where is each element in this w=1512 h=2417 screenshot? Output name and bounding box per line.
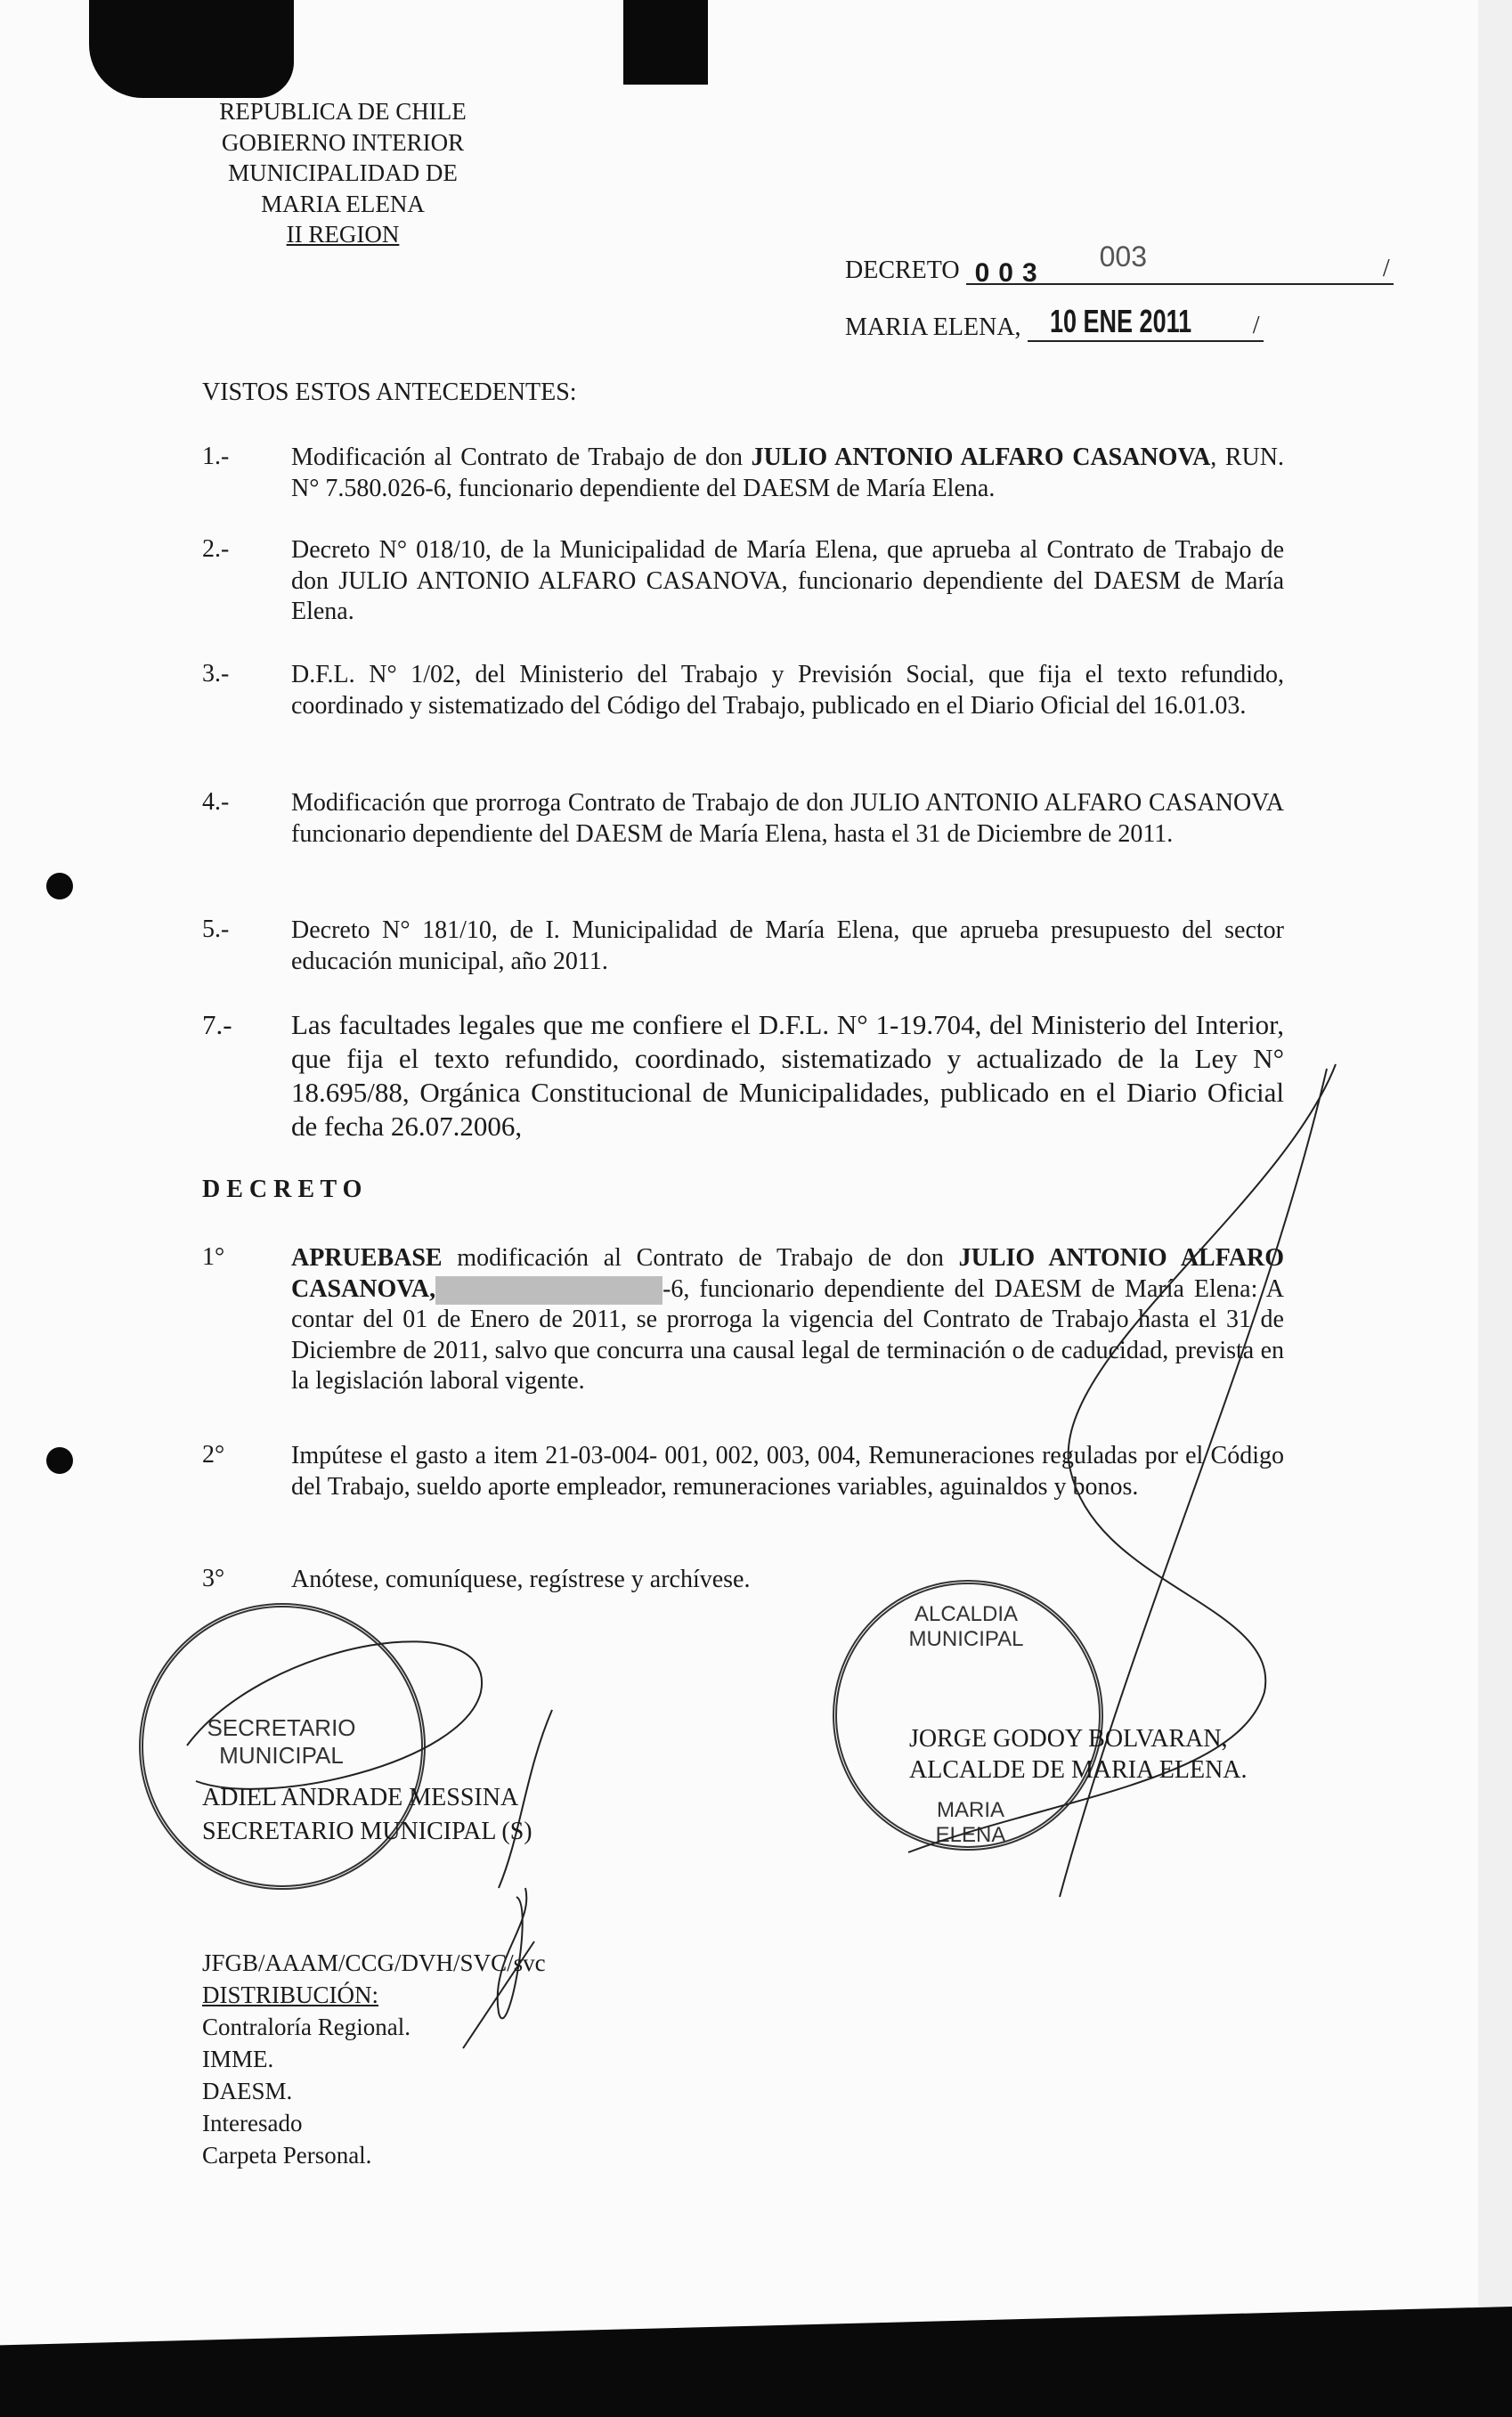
item-text: Modificación al Contrato de Trabajo de don [291, 444, 752, 471]
item-text: modificación al Contrato de Trabajo de don [442, 1244, 959, 1272]
vistos-heading: VISTOS ESTOS ANTECEDENTES: [202, 378, 577, 406]
decreto-item-3: Anótese, comuníquese, regístrese y archívese. [291, 1566, 751, 1593]
employee-name: JULIO ANTONIO ALFARO CASANOVA, [291, 1244, 1284, 1303]
slash: / [1252, 312, 1260, 339]
vistos-item-5: Decreto N° 181/10, de I. Municipalidad de María Elena, que aprueba presupuesto del sector educación municipal, año 2011. [291, 916, 1284, 975]
letterhead-line: MUNICIPALIDAD DE [228, 159, 458, 186]
decree-label: DECRETO [845, 256, 960, 284]
vistos-item-4: Modificación que prorroga Contrato de Trabajo de don JULIO ANTONIO ALFARO CASANOVA funcionario dependiente del DAESM de María Elena, hasta el 31 de Diciembre de 2011. [291, 789, 1284, 848]
item-text: -6, funcionario dependiente del DAESM de María Elena: A contar del 01 de Enero de 2011, se prorroga la vigencia del Contrato de Trabajo hasta el 31 de Diciembre de 2011, salvo que concurra una causal legal de terminación o de caducidad, prevista en la legislación laboral vigente. [291, 1274, 1284, 1396]
mayor-seal: ALCALDIA MUNICIPAL MARIA ELENA [833, 1580, 1103, 1851]
item-number: 3° [202, 1565, 225, 1592]
slash: / [1382, 255, 1390, 282]
distribution-heading: DISTRIBUCIÓN: [202, 1982, 379, 2008]
mayor-title: ALCALDE DE MARIA ELENA. [909, 1756, 1248, 1784]
item-number: 1° [202, 1243, 225, 1271]
item-number: 7.- [202, 1009, 232, 1040]
secretary-title: SECRETARIO MUNICIPAL (S) [202, 1818, 532, 1845]
distribution-item: Carpeta Personal. [202, 2142, 372, 2169]
decreto-item-2: Impútese el gasto a item 21-03-004- 001, 002, 003, 004, Remuneraciones reguladas por el Código del Trabajo, sueldo aporte empleador, remuneraciones variables, aguinaldos y bonos. [291, 1442, 1284, 1501]
item-number: 1.- [202, 443, 230, 470]
letterhead-line: MARIA ELENA [261, 190, 425, 217]
item-number: 4.- [202, 788, 230, 816]
item-number: 3.- [202, 660, 230, 688]
vistos-item-3: D.F.L. N° 1/02, del Ministerio del Trabajo y Previsión Social, que fija el texto refundido, coordinado y sistematizado del Código del Trabajo, publicado en el Diario Oficial del 16.01.03. [291, 661, 1284, 720]
letterhead-region: II REGION [286, 221, 400, 248]
author-initials: JFGB/AAAM/CCG/DVH/SVC/svc [202, 1949, 546, 1976]
employee-name: JULIO ANTONIO ALFARO CASANOVA [751, 444, 1211, 471]
place-label: MARIA ELENA, [845, 313, 1021, 341]
distribution-item: Interesado [202, 2110, 303, 2136]
handwritten-number: 003 [1099, 240, 1147, 273]
vistos-item-7: Las facultades legales que me confiere el D.F.L. N° 1-19.704, del Ministerio del Interior, que fija el texto refundido, coordinado, sistematizado y actualizado de la Ley N° 18.695/88, Orgánica Constitucional de Municipalidades, publicado en el Diario Oficial de fecha 26.07.2006, [291, 1009, 1284, 1142]
letterhead-line: GOBIERNO INTERIOR [221, 128, 465, 156]
decree-number-stamp: 003 [974, 258, 1046, 288]
vistos-item-2: Decreto N° 018/10, de la Municipalidad de María Elena, que aprueba al Contrato de Trabajo de don JULIO ANTONIO ALFARO CASANOVA, funcionario dependiente del DAESM de María Elena. [291, 536, 1284, 626]
aprueba-keyword: APRUEBASE [291, 1244, 443, 1272]
item-text: , RUN. N° 7.580.026-6, funcionario dependiente del DAESM de María Elena. [291, 444, 1284, 502]
distribution-item: DAESM. [202, 2078, 293, 2104]
item-number: 5.- [202, 916, 230, 943]
date-stamp: 10 ENE 2011 [1049, 303, 1191, 339]
item-number: 2° [202, 1441, 225, 1469]
letterhead-line: REPUBLICA DE CHILE [219, 98, 467, 125]
secretary-name: ADIEL ANDRADE MESSINA [202, 1784, 519, 1811]
distribution-block [202, 1947, 546, 2171]
mayor-name: JORGE GODOY BOLVARAN, [909, 1725, 1228, 1753]
item-number: 2.- [202, 535, 230, 563]
secretary-seal: SECRETARIO MUNICIPAL [139, 1603, 426, 1890]
decreto-heading: D E C R E T O [202, 1176, 362, 1203]
distribution-item: Contraloría Regional. [202, 2014, 411, 2040]
distribution-item: IMME. [202, 2046, 274, 2072]
